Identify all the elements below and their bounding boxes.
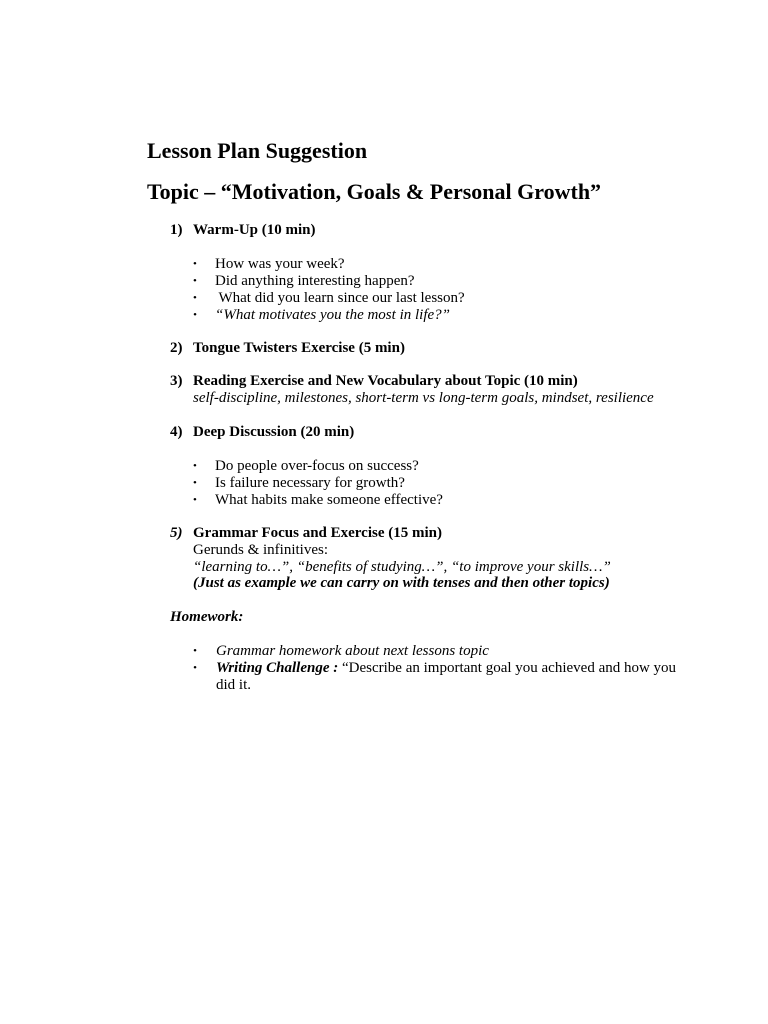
document-title: Lesson Plan Suggestion	[147, 138, 368, 163]
bullet-icon: •	[193, 477, 197, 489]
bullet-icon: •	[193, 275, 197, 287]
section-3-number: 3)	[170, 373, 183, 389]
section-3-heading	[170, 373, 578, 390]
discussion-item-2: Is failure necessary for growth?	[215, 475, 405, 491]
bullet-icon: •	[193, 494, 197, 506]
section-5-heading	[170, 525, 442, 542]
section-4-heading	[170, 424, 354, 441]
section-5-line-3: (Just as example we can carry on with tenses and then other topics)	[193, 575, 610, 591]
topic-heading: Topic – “Motivation, Goals & Personal Growth”	[147, 179, 602, 204]
section-1-number: 1)	[170, 222, 183, 238]
section-1-title: Warm-Up (10 min)	[193, 222, 316, 238]
homework-item-1: Grammar homework about next lessons topic	[216, 643, 489, 659]
discussion-item-3: What habits make someone effective?	[215, 492, 443, 508]
section-3-vocabulary: self-discipline, milestones, short-term vs long-term goals, mindset, resilience	[193, 390, 654, 406]
section-2-title: Tongue Twisters Exercise (5 min)	[193, 340, 405, 356]
section-5-line-2: “learning to…”, “benefits of studying…”, “to improve your skills…”	[193, 559, 611, 575]
section-1-heading	[170, 222, 316, 239]
writing-challenge-label: Writing Challenge :	[216, 660, 339, 676]
writing-challenge-text: “Describe an important goal you achieved and how you did it.	[216, 660, 677, 693]
section-5-title: Grammar Focus and Exercise (15 min)	[193, 525, 443, 541]
warmup-item-2: Did anything interesting happen?	[215, 273, 415, 289]
section-5-line-1: Gerunds & infinitives:	[193, 542, 328, 558]
homework-label: Homework:	[170, 609, 244, 625]
section-5-number: 5)	[170, 525, 183, 541]
bullet-icon: •	[193, 460, 197, 472]
section-2-number: 2)	[170, 340, 183, 356]
section-3-title: Reading Exercise and New Vocabulary about Topic (10 min)	[193, 373, 578, 389]
bullet-icon: •	[193, 662, 197, 674]
section-4-number: 4)	[170, 424, 183, 440]
warmup-item-3: What did you learn since our last lesson?	[215, 290, 465, 306]
bullet-icon: •	[193, 645, 197, 657]
homework-item-2	[216, 660, 678, 694]
section-2-heading	[170, 340, 405, 357]
warmup-item-1: How was your week?	[215, 256, 345, 272]
section-4-title: Deep Discussion (20 min)	[193, 424, 355, 440]
bullet-icon: •	[193, 258, 197, 270]
bullet-icon: •	[193, 292, 197, 304]
discussion-item-1: Do people over-focus on success?	[215, 458, 419, 474]
warmup-item-4: “What motivates you the most in life?”	[215, 307, 450, 323]
bullet-icon: •	[193, 309, 197, 321]
